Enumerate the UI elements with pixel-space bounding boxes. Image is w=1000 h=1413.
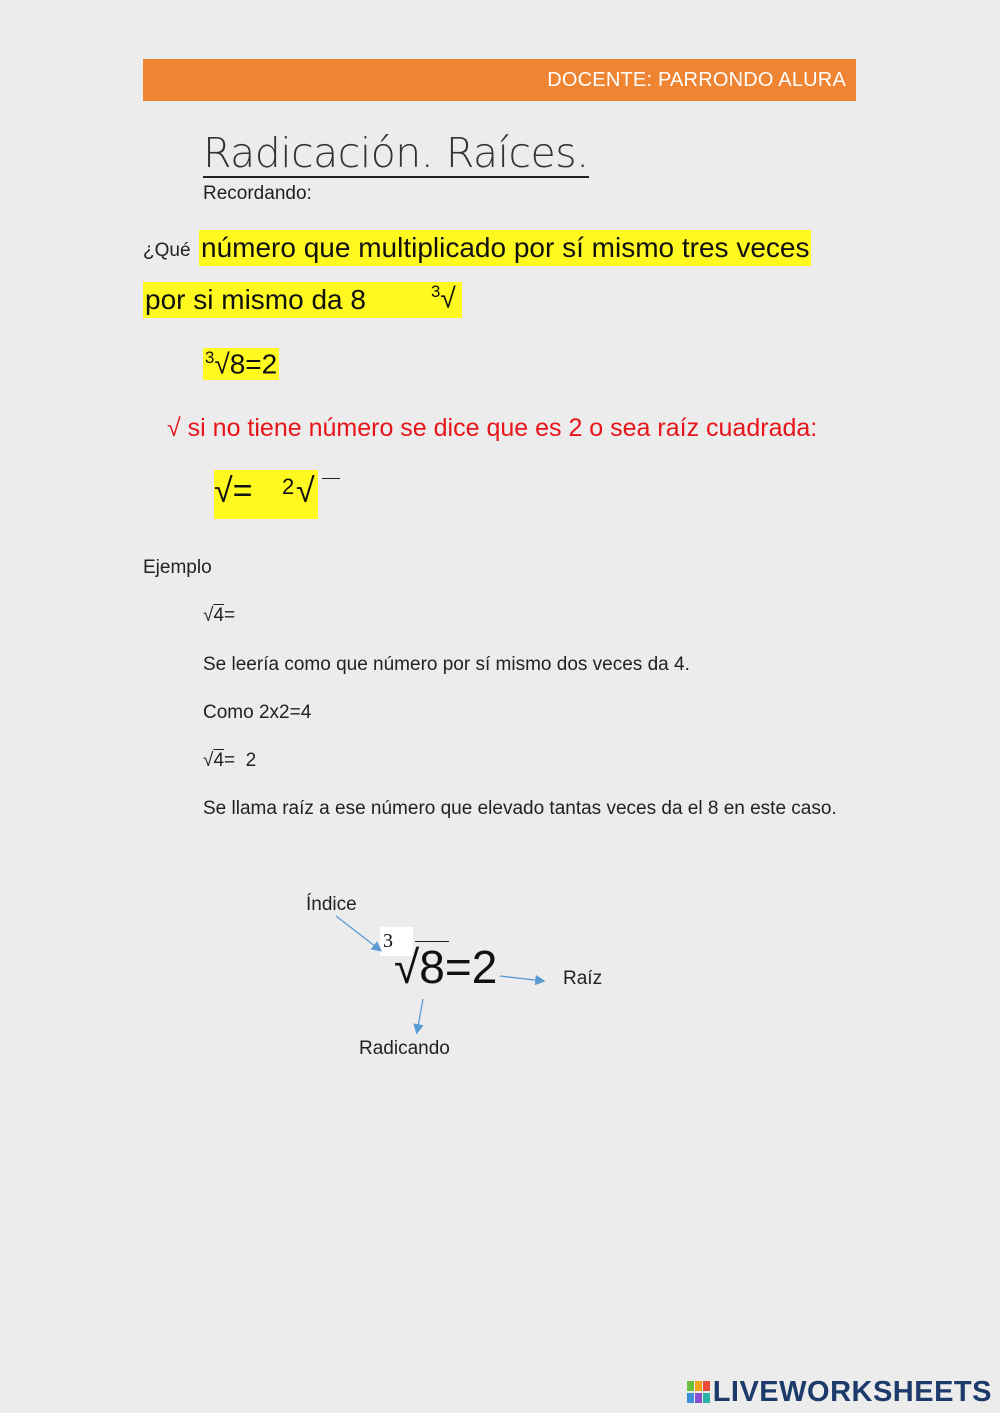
radicand-arrow: [417, 999, 423, 1032]
radical-symbol: √: [203, 605, 214, 626]
liveworksheets-logo: [687, 1376, 992, 1409]
logo-text: LIVEWORKSHEETS: [712, 1376, 992, 1408]
radical-symbol: √: [214, 348, 230, 380]
diagram-index: 3: [383, 930, 393, 952]
page-title: Radicación. Raíces.: [203, 129, 589, 177]
diagram-radicand: 8: [419, 941, 445, 993]
square-root-rule: √ si no tiene número se dice que es 2 o sea raíz cuadrada:: [167, 414, 818, 442]
root-label: Raíz: [563, 968, 603, 989]
radicand: 4: [213, 750, 225, 771]
cube-index: 3: [205, 348, 215, 367]
radical-symbol: √: [394, 941, 420, 993]
equals: =: [224, 605, 236, 626]
example-line-3: Como 2x2=4: [203, 702, 312, 723]
question-line-1: número que multiplicado por sí mismo tres veces: [199, 230, 811, 266]
square-root-index: 2: [282, 474, 295, 499]
cube-expr: 8=2: [229, 348, 278, 380]
radical-symbol: √: [440, 282, 456, 314]
radical-symbol: √: [203, 750, 214, 771]
question-prefix: ¿Qué: [143, 240, 191, 261]
example-line-2: Se leería como que número por sí mismo dos veces da 4.: [203, 654, 690, 675]
question-index: 3: [431, 282, 441, 301]
radicand-label: Radicando: [359, 1038, 450, 1059]
equals-result: = 2: [224, 750, 257, 771]
radical-symbol: √: [296, 472, 315, 510]
root-arrow: [500, 976, 543, 981]
radicand: 4: [213, 605, 225, 626]
square-root-left: √=: [214, 472, 253, 510]
diagram-result: =2: [444, 941, 498, 993]
logo-icon: [687, 1381, 711, 1403]
question-line-2-text: por si mismo da 8: [145, 284, 366, 315]
index-label: Índice: [306, 894, 357, 915]
index-arrow: [336, 916, 380, 950]
example-line-5: Se llama raíz a ese número que elevado tantas veces da el 8 en este caso.: [203, 798, 837, 819]
teacher-name: DOCENTE: PARRONDO ALURA: [547, 69, 846, 91]
subtitle: Recordando:: [203, 183, 312, 204]
example-heading: Ejemplo: [143, 557, 212, 578]
